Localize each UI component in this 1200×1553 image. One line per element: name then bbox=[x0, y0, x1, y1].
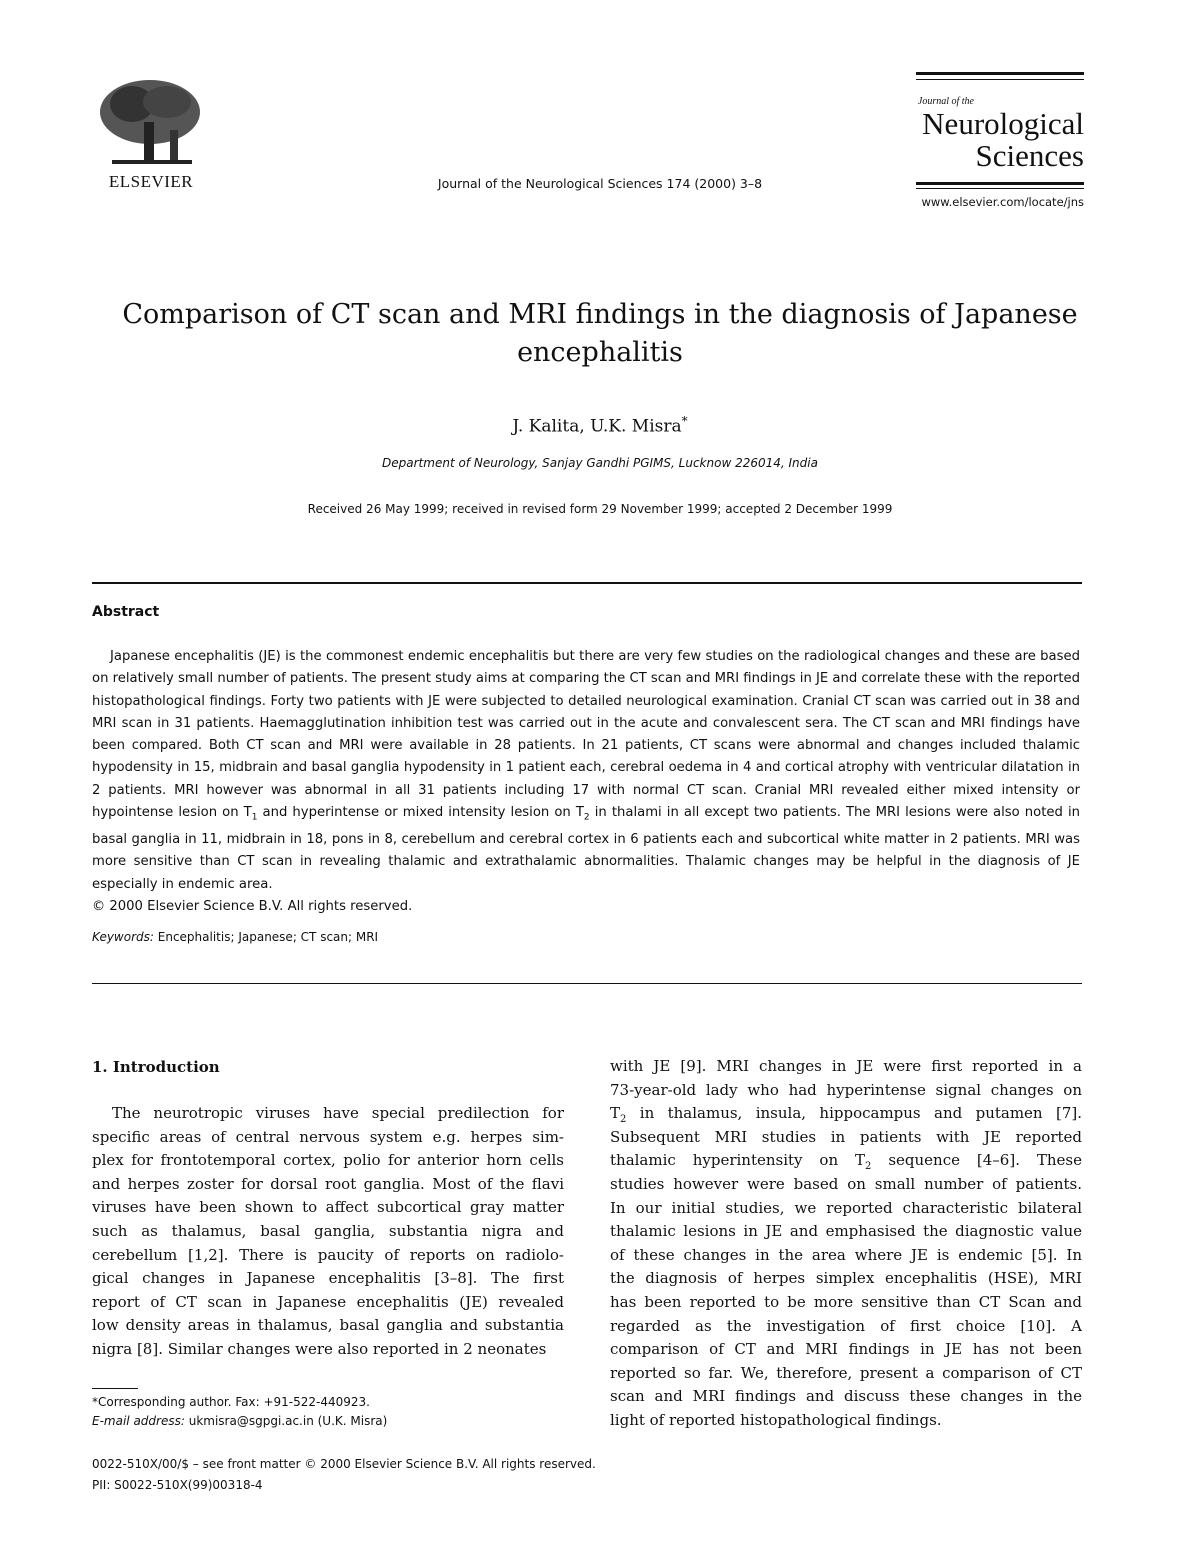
text-line: In our initial studies, we reported characteristic bilateral bbox=[610, 1198, 1082, 1217]
text-line: specific areas of central nervous system e.g. herpes sim- bbox=[92, 1127, 564, 1146]
footnote-corresponding: *Corresponding author. Fax: +91-522-440923. bbox=[92, 1395, 370, 1409]
abstract-copyright: © 2000 Elsevier Science B.V. All rights reserved. bbox=[92, 898, 413, 914]
journal-logo bbox=[916, 72, 1084, 197]
text-line: thalamic lesions in JE and emphasised the diagnostic value bbox=[610, 1222, 1082, 1241]
article-title: Comparison of CT scan and MRI findings in the diagnosis of Japanese encephalitis bbox=[122, 299, 1078, 368]
corresponding-author-mark[interactable]: * bbox=[681, 414, 688, 428]
author-affiliation: Department of Neurology, Sanjay Gandhi PGIMS, Lucknow 226014, India bbox=[382, 456, 818, 470]
text-line: of these changes in the area where JE is endemic [5]. In bbox=[610, 1245, 1082, 1264]
text-line: 73-year-old lady who had hyperintense signal changes on bbox=[610, 1080, 1082, 1099]
abstract-body bbox=[92, 646, 1080, 918]
front-matter bbox=[92, 1454, 596, 1496]
logo-line1: Neurological bbox=[922, 106, 1084, 141]
logo-top-rule bbox=[916, 72, 1084, 75]
text-line: such as thalamus, basal ganglia, substantia nigra and bbox=[92, 1221, 564, 1240]
elsevier-wordmark: ELSEVIER bbox=[108, 172, 194, 191]
keywords bbox=[92, 930, 378, 944]
text-line: cerebellum [1,2]. There is paucity of reports on radiolo- bbox=[92, 1245, 564, 1264]
pii-line: PII: S0022-510X(99)00318-4 bbox=[92, 1478, 263, 1492]
body-column-right bbox=[610, 1055, 1082, 1433]
text-line: has been reported to be more sensitive than CT Scan and bbox=[610, 1292, 1082, 1311]
text-line: studies however were based on small number of patients. bbox=[610, 1174, 1082, 1193]
text-line: the diagnosis of herpes simplex encephalitis (HSE), MRI bbox=[610, 1269, 1082, 1288]
logo-line2: Sciences bbox=[975, 138, 1084, 173]
text-line: with JE [9]. MRI changes in JE were first reported in a bbox=[610, 1057, 1082, 1075]
text-line: regarded as the investigation of first choice [10]. A bbox=[610, 1316, 1082, 1335]
abstract-sub-1: 1 bbox=[251, 812, 258, 823]
text-line: report of CT scan in Japanese encephalitis (JE) revealed bbox=[92, 1292, 564, 1311]
text-line: gical changes in Japanese encephalitis [3–8]. The first bbox=[92, 1269, 564, 1288]
abstract-bottom-rule bbox=[92, 983, 1082, 984]
text-line: thalamic hyperintensity on $T_2$ sequence [4–6]. These bbox=[610, 1151, 1082, 1173]
article-authors bbox=[300, 414, 900, 437]
section-heading-introduction: 1. Introduction bbox=[92, 1058, 220, 1076]
abstract-heading: Abstract bbox=[92, 604, 160, 620]
text-line: scan and MRI findings and discuss these changes in the bbox=[610, 1387, 1082, 1406]
journal-url[interactable]: www.elsevier.com/locate/jns bbox=[921, 195, 1084, 209]
keywords-value: Encephalitis; Japanese; CT scan; MRI bbox=[157, 930, 379, 944]
footnote-rule bbox=[92, 1388, 138, 1389]
text-line: light of reported histopathological findings. bbox=[610, 1410, 942, 1429]
email-value[interactable]: ukmisra@sgpgi.ac.in (U.K. Misra) bbox=[188, 1414, 388, 1428]
text-line: The neurotropic viruses have special predilection for bbox=[112, 1104, 564, 1122]
author-names: J. Kalita, U.K. Misra bbox=[512, 416, 682, 437]
body-column-left bbox=[92, 1102, 564, 1362]
logo-bottom-rule bbox=[916, 182, 1084, 185]
text-line: nigra [8]. Similar changes were also reported in 2 neonates bbox=[92, 1339, 547, 1358]
abstract-text-3: in thalami in all except two patients. The MRI lesions were also noted in basal ganglia in 11, midbrain in 18, pons in 8, cerebellum and cerebral cortex in 6 patients each and subcortical white matter in 2 patients. MRI was more sensitive than CT scan in revealing thalamic and extrathalamic abnormalities. Thalamic changes may be helpful in the diagnosis of JE especially in endemic area. bbox=[92, 805, 1080, 892]
keywords-label: Keywords: bbox=[92, 930, 154, 944]
text-line: comparison of CT and MRI findings in JE has not been bbox=[610, 1340, 1082, 1359]
footnote-email bbox=[92, 1412, 387, 1431]
text-line: viruses have been shown to affect subcortical gray matter bbox=[92, 1198, 564, 1217]
elsevier-logo bbox=[92, 72, 210, 190]
text-line: $T_2$ in thalamus, insula, hippocampus and putamen [7]. bbox=[610, 1104, 1082, 1126]
abstract-text-2: and hyperintense or mixed intensity lesion on T bbox=[257, 805, 584, 821]
logo-bottom-rule-thin bbox=[916, 188, 1084, 189]
abstract-sub-2: 2 bbox=[583, 812, 590, 823]
text-line: reported so far. We, therefore, present a comparison of CT bbox=[610, 1363, 1082, 1382]
text-line: Subsequent MRI studies in patients with JE reported bbox=[610, 1127, 1082, 1146]
footnotes bbox=[92, 1393, 387, 1431]
text-line: low density areas in thalamus, basal ganglia and substantia bbox=[92, 1316, 564, 1335]
abstract-top-rule bbox=[92, 582, 1082, 584]
journal-citation: Journal of the Neurological Sciences 174 (2000) 3–8 bbox=[437, 176, 763, 191]
abstract-text-1: Japanese encephalitis (JE) is the commonest endemic encephalitis but there are very few studies on the radiological changes and these are based on relatively small number of patients. The present study aims at comparing the CT scan and MRI findings in JE and correlate these with the reported histopathological findings. Forty two patients with JE were subjected to detailed neurological examination. Cranial CT scan was carried out in 38 and MRI scan in 31 patients. Haemagglutination inhibition test was carried out in the acute and convalescent sera. The CT scan and MRI findings have been compared. Both CT scan and MRI were available in 28 patients. In 21 patients, CT scans were abnormal and changes included thalamic hypodensity in 15, midbrain and basal ganglia hypodensity in 1 patient each, cerebral oedema in 4 and cortical atrophy with ventricular dilatation in 2 patients. MRI however was abnormal in all 31 patients including 17 with normal CT scan. Cranial MRI revealed either mixed intensity or hypointense lesion on T bbox=[92, 649, 1080, 821]
text-line: and herpes zoster for dorsal root ganglia. Most of the flavi bbox=[92, 1174, 564, 1193]
logo-top-rule-thin bbox=[916, 79, 1084, 80]
received-dates: Received 26 May 1999; received in revised form 29 November 1999; accepted 2 December 1999 bbox=[307, 502, 893, 516]
email-label: E-mail address: bbox=[92, 1414, 185, 1428]
text-line: plex for frontotemporal cortex, polio for anterior horn cells bbox=[92, 1151, 564, 1170]
issn-line: 0022-510X/00/$ – see front matter © 2000 Elsevier Science B.V. All rights reserved. bbox=[92, 1457, 596, 1471]
logo-prefix: Journal of the bbox=[917, 96, 974, 107]
elsevier-tree-icon bbox=[92, 72, 210, 172]
